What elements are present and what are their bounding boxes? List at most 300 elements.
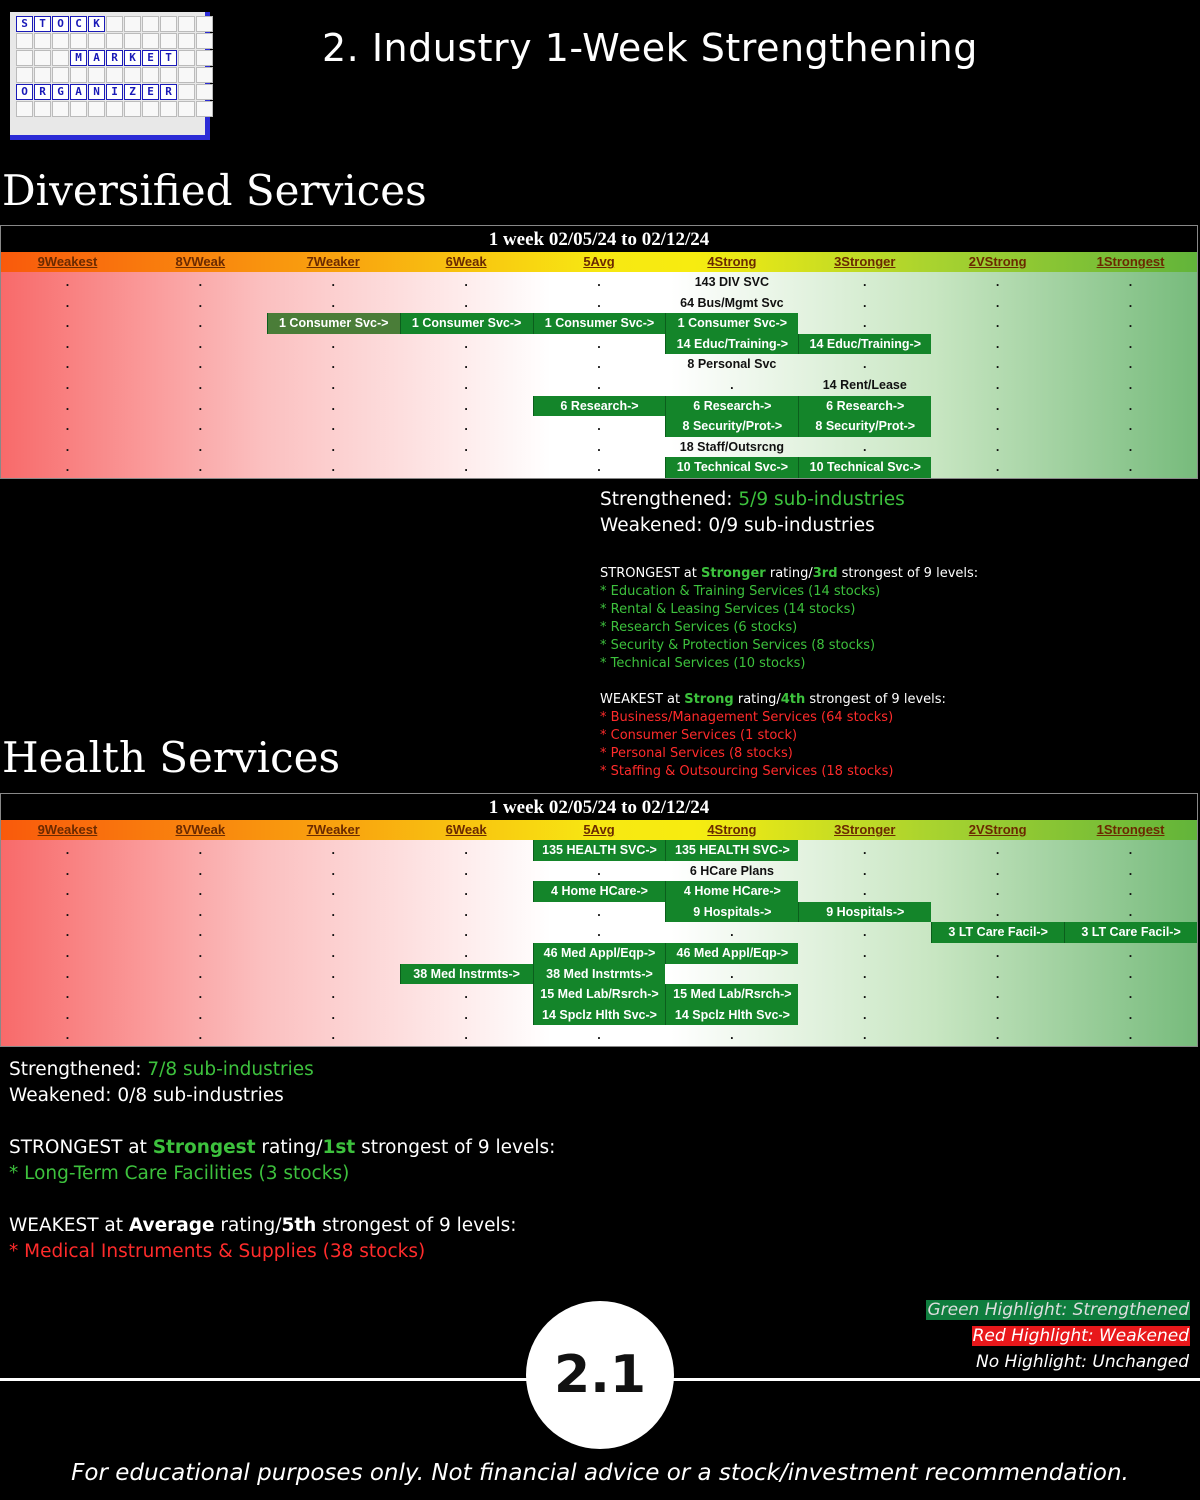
empty-cell: . [65, 884, 70, 899]
logo-letter-cell [178, 67, 195, 83]
empty-cell: . [863, 863, 867, 878]
table-row [1, 272, 1197, 293]
strongest-summary [9, 1135, 555, 1187]
sub-industry-cell: 15 Med Lab/Rsrch-> [533, 984, 666, 1005]
logo-letter-cell: T [160, 50, 177, 66]
table-row [1, 457, 1197, 478]
empty-cell: . [863, 275, 867, 289]
sub-industry-cell: 38 Med Instrmts-> [533, 964, 666, 985]
empty-cell: . [464, 357, 468, 372]
weakened-summary: Weakened: 0/8 sub-industries [9, 1085, 284, 1106]
logo-letter-cell [124, 33, 141, 49]
empty-cell: . [597, 295, 601, 310]
strongest-prefix: STRONGEST at [9, 1137, 153, 1158]
empty-cell: . [995, 439, 1000, 454]
empty-cell: . [1128, 398, 1133, 413]
weakest-mid: rating/ [733, 692, 781, 707]
empty-cell: . [331, 843, 335, 857]
empty-cell: . [464, 419, 468, 434]
empty-cell: . [331, 884, 335, 899]
strengthened-summary [9, 1057, 314, 1083]
strongest-prefix: STRONGEST at [600, 566, 701, 581]
weakest-heading [9, 1213, 516, 1239]
logo-letter-cell [178, 50, 195, 66]
empty-cell: . [863, 925, 867, 940]
sub-industry-cell: 10 Technical Svc-> [798, 457, 931, 478]
table-row [1, 313, 1197, 334]
sub-industry-cell: 15 Med Lab/Rsrch-> [665, 984, 798, 1005]
empty-cell: . [464, 843, 468, 857]
empty-cell: . [597, 925, 601, 940]
list-item: * Medical Instruments & Supplies (38 stocks) [9, 1241, 426, 1262]
logo-letter-cell [178, 84, 195, 100]
empty-cell: . [1128, 316, 1133, 331]
empty-cell: . [65, 904, 70, 919]
empty-cell: . [331, 987, 335, 1002]
empty-cell: . [995, 357, 1000, 372]
level-label: 5Avg [583, 254, 615, 269]
list-item: * Rental & Leasing Services (14 stocks) [600, 602, 856, 617]
logo-letter-cell: R [160, 84, 177, 100]
logo-letter-cell: A [88, 50, 105, 66]
sub-industry-cell: 8 Personal Svc [687, 357, 777, 372]
empty-cell: . [198, 1028, 203, 1043]
weakest-prefix: WEAKEST at [9, 1215, 129, 1236]
empty-cell: . [1128, 1028, 1133, 1043]
empty-cell: . [331, 398, 335, 413]
page-title: 2. Industry 1-Week Strengthening [322, 26, 978, 70]
table-row [1, 881, 1197, 902]
empty-cell: . [331, 863, 335, 878]
empty-cell: . [597, 439, 601, 454]
logo-letter-cell [124, 67, 141, 83]
empty-cell: . [198, 336, 203, 351]
logo-letter-cell [70, 67, 87, 83]
logo-letter-cell [16, 33, 33, 49]
logo-letter-cell: E [142, 50, 159, 66]
empty-cell: . [65, 336, 70, 351]
rating-grid [1, 840, 1197, 1046]
disclaimer-footer: For educational purposes only. Not financial advice or a stock/investment recommendation. [71, 1460, 1129, 1486]
weakest-suffix: strongest of 9 levels: [805, 692, 946, 707]
logo-letter-cell [16, 67, 33, 83]
empty-cell: . [1128, 966, 1133, 981]
logo-letter-cell [196, 50, 213, 66]
empty-cell: . [995, 398, 1000, 413]
logo-letter-cell [178, 33, 195, 49]
empty-cell: . [331, 275, 335, 289]
empty-cell: . [995, 945, 1000, 960]
section-title-health-services: Health Services [2, 733, 341, 782]
empty-cell: . [331, 377, 335, 392]
logo-letter-cell [34, 67, 51, 83]
logo-letter-cell [196, 33, 213, 49]
sub-industry-cell: 18 Staff/Outsrcng [679, 439, 784, 454]
empty-cell: . [597, 904, 601, 919]
empty-cell: . [464, 336, 468, 351]
logo-letter-cell: T [34, 16, 51, 32]
logo-letter-cell [16, 50, 33, 66]
legend-green: Green Highlight: Strengthened [927, 1300, 1189, 1320]
list-item: * Business/Management Services (64 stocks) [600, 710, 894, 725]
table-row [1, 437, 1197, 458]
empty-cell: . [1128, 295, 1133, 310]
page-number-badge: 2.1 [526, 1301, 674, 1449]
empty-cell: . [331, 966, 335, 981]
empty-cell: . [1128, 439, 1133, 454]
sub-industry-cell: 1 Consumer Svc-> [400, 313, 533, 334]
logo-letter-cell [88, 101, 105, 117]
empty-cell: . [65, 1028, 70, 1043]
empty-cell: . [464, 398, 468, 413]
logo-letter-cell [124, 16, 141, 32]
rating-grid [1, 272, 1197, 478]
logo-letter-cell [160, 33, 177, 49]
empty-cell: . [331, 1028, 335, 1043]
weakest-rank: 4th [780, 692, 806, 707]
sub-industry-cell: 14 Educ/Training-> [665, 334, 798, 355]
logo-letter-cell [52, 33, 69, 49]
logo-letter-cell [160, 101, 177, 117]
logo-letter-cell [178, 101, 195, 117]
level-label: 3Stronger [834, 822, 896, 837]
list-item: * Education & Training Services (14 stocks) [600, 584, 881, 599]
list-item: * Long-Term Care Facilities (3 stocks) [9, 1163, 350, 1184]
sub-industry-cell: 4 Home HCare-> [665, 881, 798, 902]
empty-cell: . [995, 884, 1000, 899]
logo-letter-cell [142, 16, 159, 32]
logo-letter-cell: I [106, 84, 123, 100]
empty-cell: . [464, 987, 468, 1002]
sub-industry-cell: 14 Spclz Hlth Svc-> [533, 1005, 666, 1026]
level-label: 3Stronger [834, 254, 896, 269]
strongest-summary [600, 565, 978, 673]
strongest-list [9, 1161, 555, 1187]
empty-cell: . [1128, 419, 1133, 434]
empty-cell: . [863, 357, 867, 372]
logo-letter-cell [88, 33, 105, 49]
logo-letter-cell: K [124, 50, 141, 66]
empty-cell: . [597, 275, 601, 289]
empty-cell: . [198, 843, 203, 857]
sub-industry-cell: 8 Security/Prot-> [798, 416, 931, 437]
sub-industry-cell: 14 Rent/Lease [822, 377, 907, 392]
strongest-mid: rating/ [255, 1137, 323, 1158]
empty-cell: . [597, 460, 601, 475]
empty-cell: . [198, 295, 203, 310]
empty-cell: . [863, 843, 867, 857]
weakest-suffix: strongest of 9 levels: [316, 1215, 517, 1236]
logo-letter-cell [196, 101, 213, 117]
empty-cell: . [1128, 1007, 1133, 1022]
table-row [1, 840, 1197, 861]
sub-industry-cell: 135 HEALTH SVC-> [665, 840, 798, 861]
level-label: 6Weak [445, 822, 487, 837]
strongest-suffix: strongest of 9 levels: [837, 566, 979, 581]
empty-cell: . [995, 460, 1000, 475]
empty-cell: . [995, 419, 1000, 434]
level-label: 7Weaker [306, 254, 360, 269]
logo-letter-cell [34, 33, 51, 49]
empty-cell: . [331, 904, 335, 919]
empty-cell: . [331, 460, 335, 475]
logo-letter-cell: N [88, 84, 105, 100]
level-label: 2VStrong [968, 822, 1027, 837]
empty-cell: . [730, 966, 734, 981]
list-item: * Staffing & Outsourcing Services (18 stocks) [600, 764, 894, 779]
strongest-rating: Stronger [701, 566, 766, 581]
sub-industry-cell: 9 Hospitals-> [665, 902, 798, 923]
level-label: 9Weakest [37, 254, 98, 269]
empty-cell: . [995, 1007, 1000, 1022]
empty-cell: . [464, 863, 468, 878]
weakest-rating: Strong [684, 692, 734, 707]
empty-cell: . [995, 377, 1000, 392]
sub-industry-cell: 3 LT Care Facil-> [1064, 922, 1197, 943]
table-row [1, 416, 1197, 437]
sub-industry-cell: 38 Med Instrmts-> [400, 964, 533, 985]
level-label: 6Weak [445, 254, 487, 269]
empty-cell: . [863, 1007, 867, 1022]
table-row [1, 1005, 1197, 1026]
empty-cell: . [65, 843, 70, 857]
empty-cell: . [198, 966, 203, 981]
section-title-diversified-services: Diversified Services [2, 166, 427, 215]
sub-industry-cell: 1 Consumer Svc-> [665, 313, 798, 334]
empty-cell: . [995, 843, 1000, 857]
level-label: 9Weakest [37, 822, 98, 837]
table-row [1, 922, 1197, 943]
empty-cell: . [464, 945, 468, 960]
sub-industry-cell: 135 HEALTH SVC-> [533, 840, 666, 861]
strongest-list [600, 583, 978, 673]
table-row [1, 396, 1197, 417]
weakest-mid: rating/ [214, 1215, 282, 1236]
sub-industry-cell: 14 Spclz Hlth Svc-> [665, 1005, 798, 1026]
empty-cell: . [65, 357, 70, 372]
table-row [1, 334, 1197, 355]
empty-cell: . [198, 398, 203, 413]
logo-letter-cell: E [142, 84, 159, 100]
empty-cell: . [65, 419, 70, 434]
level-label: 8VWeak [175, 254, 226, 269]
logo-letter-cell: K [88, 16, 105, 32]
empty-cell: . [995, 904, 1000, 919]
list-item: * Consumer Services (1 stock) [600, 728, 798, 743]
empty-cell: . [198, 460, 203, 475]
strongest-mid: rating/ [765, 566, 813, 581]
sub-industry-cell: 9 Hospitals-> [798, 902, 931, 923]
table-row [1, 1025, 1197, 1046]
logo-letter-cell [106, 101, 123, 117]
level-header-row [1, 820, 1197, 840]
level-label: 1Strongest [1096, 254, 1165, 269]
empty-cell: . [863, 316, 867, 331]
empty-cell: . [730, 1028, 734, 1043]
logo-letter-cell [106, 16, 123, 32]
logo-letter-cell: M [70, 50, 87, 66]
logo-letter-cell [160, 67, 177, 83]
logo-letter-cell: C [70, 16, 87, 32]
empty-cell: . [65, 863, 70, 878]
empty-cell: . [597, 357, 601, 372]
sub-industry-cell: 1 Consumer Svc-> [533, 313, 666, 334]
sub-industry-cell: 64 Bus/Mgmt Svc [680, 295, 784, 310]
empty-cell: . [65, 439, 70, 454]
logo-letter-cell [142, 67, 159, 83]
sub-industry-cell: 143 DIV SVC [694, 275, 770, 289]
logo-letter-cell: S [16, 16, 33, 32]
sub-industry-cell: 6 Research-> [798, 396, 931, 417]
logo-letter-cell [124, 101, 141, 117]
highlight-legend [926, 1297, 1190, 1375]
empty-cell: . [995, 295, 1000, 310]
empty-cell: . [198, 925, 203, 940]
empty-cell: . [464, 884, 468, 899]
logo-letter-cell [52, 101, 69, 117]
weakest-list [9, 1239, 516, 1265]
legend-red: Red Highlight: Weakened [972, 1326, 1189, 1346]
logo-letter-cell [70, 33, 87, 49]
logo-letter-cell [106, 33, 123, 49]
empty-cell: . [1128, 945, 1133, 960]
empty-cell: . [331, 945, 335, 960]
strengthened-value: 7/8 sub-industries [147, 1059, 314, 1080]
sub-industry-cell: 46 Med Appl/Eqp-> [533, 943, 666, 964]
weakened-summary: Weakened: 0/9 sub-industries [600, 515, 875, 536]
level-label: 4Strong [707, 822, 757, 837]
empty-cell: . [65, 377, 70, 392]
empty-cell: . [863, 987, 867, 1002]
empty-cell: . [1128, 275, 1133, 289]
empty-cell: . [995, 966, 1000, 981]
empty-cell: . [65, 945, 70, 960]
level-label: 4Strong [707, 254, 757, 269]
empty-cell: . [331, 336, 335, 351]
empty-cell: . [1128, 460, 1133, 475]
logo-letter-cell [34, 50, 51, 66]
empty-cell: . [331, 925, 335, 940]
logo-letter-cell: R [106, 50, 123, 66]
empty-cell: . [1128, 863, 1133, 878]
strongest-heading [600, 565, 978, 583]
empty-cell: . [995, 336, 1000, 351]
empty-cell: . [65, 316, 70, 331]
level-label: 5Avg [583, 822, 615, 837]
logo-letter-cell [106, 67, 123, 83]
table-row [1, 902, 1197, 923]
empty-cell: . [65, 987, 70, 1002]
list-item: * Personal Services (8 stocks) [600, 746, 793, 761]
empty-cell: . [464, 1007, 468, 1022]
strongest-rank: 3rd [812, 566, 838, 581]
empty-cell: . [863, 439, 867, 454]
level-label: 7Weaker [306, 822, 360, 837]
empty-cell: . [863, 945, 867, 960]
strongest-heading [9, 1135, 555, 1161]
logo-letter-cell: G [52, 84, 69, 100]
table-row [1, 964, 1197, 985]
sub-industry-cell: 1 Consumer Svc-> [267, 313, 400, 334]
empty-cell: . [464, 295, 468, 310]
empty-cell: . [863, 966, 867, 981]
empty-cell: . [198, 987, 203, 1002]
logo-letter-cell [88, 67, 105, 83]
empty-cell: . [597, 377, 601, 392]
empty-cell: . [65, 275, 70, 289]
logo-letter-cell: A [70, 84, 87, 100]
sub-industry-cell: 6 Research-> [665, 396, 798, 417]
weakest-summary [9, 1213, 516, 1265]
empty-cell: . [464, 460, 468, 475]
empty-cell: . [1128, 987, 1133, 1002]
empty-cell: . [1128, 336, 1133, 351]
logo-letter-cell [142, 33, 159, 49]
empty-cell: . [863, 1028, 867, 1043]
empty-cell: . [597, 863, 601, 878]
table-row [1, 375, 1197, 396]
level-label: 2VStrong [968, 254, 1027, 269]
logo-letter-cell: O [16, 84, 33, 100]
empty-cell: . [65, 398, 70, 413]
sub-industry-cell: 6 Research-> [533, 396, 666, 417]
stock-market-organizer-logo [10, 12, 210, 140]
empty-cell: . [198, 377, 203, 392]
empty-cell: . [65, 460, 70, 475]
sub-industry-cell: 10 Technical Svc-> [665, 457, 798, 478]
table-row [1, 984, 1197, 1005]
logo-letter-cell [52, 67, 69, 83]
empty-cell: . [464, 275, 468, 289]
empty-cell: . [331, 357, 335, 372]
weakest-list [600, 709, 946, 781]
list-item: * Technical Services (10 stocks) [600, 656, 806, 671]
strongest-rating: Strongest [152, 1137, 256, 1158]
weakest-rank: 5th [281, 1215, 317, 1236]
empty-cell: . [198, 945, 203, 960]
empty-cell: . [464, 1028, 468, 1043]
rating-table-health-services [0, 793, 1198, 1047]
empty-cell: . [730, 925, 734, 940]
weakest-heading [600, 691, 946, 709]
logo-letter-cell [160, 16, 177, 32]
empty-cell: . [65, 295, 70, 310]
logo-letter-cell: O [52, 16, 69, 32]
logo-letter-cell [34, 101, 51, 117]
logo-letter-cell [196, 84, 213, 100]
empty-cell: . [995, 275, 1000, 289]
logo-letter-cell: R [34, 84, 51, 100]
empty-cell: . [198, 357, 203, 372]
weakest-rating: Average [128, 1215, 215, 1236]
logo-letter-cell [178, 16, 195, 32]
empty-cell: . [65, 1007, 70, 1022]
empty-cell: . [863, 295, 867, 310]
empty-cell: . [198, 904, 203, 919]
level-label: 1Strongest [1096, 822, 1165, 837]
empty-cell: . [331, 1007, 335, 1022]
strongest-rank: 1st [322, 1137, 356, 1158]
sub-industry-cell: 3 LT Care Facil-> [931, 922, 1064, 943]
sub-industry-cell: 14 Educ/Training-> [798, 334, 931, 355]
empty-cell: . [198, 275, 203, 289]
table-row [1, 354, 1197, 375]
empty-cell: . [1128, 357, 1133, 372]
empty-cell: . [198, 863, 203, 878]
sub-industry-cell: 4 Home HCare-> [533, 881, 666, 902]
empty-cell: . [597, 336, 601, 351]
empty-cell: . [1128, 904, 1133, 919]
